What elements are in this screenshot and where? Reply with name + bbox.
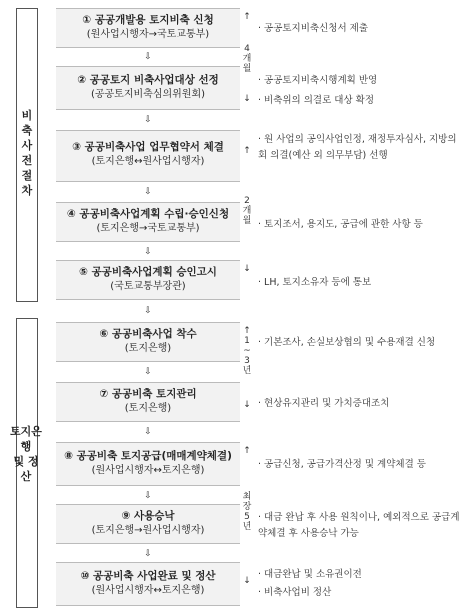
duration-char: 4 — [244, 44, 250, 54]
bullet-glyph: · — [258, 95, 262, 106]
duration-char: 월 — [242, 64, 252, 74]
step-2 — [56, 66, 240, 110]
note-step-7 — [258, 397, 463, 410]
note-text: 공급신청, 공급가격산정 및 계약체결 등 — [264, 459, 426, 470]
note-text: 대금 완납 후 사용 원칙이나, 예외적으로 공급계약체결 후 사용승낙 가능 — [258, 512, 460, 539]
step-7 — [56, 382, 240, 422]
bullet-glyph: · — [258, 23, 262, 34]
duration-char: ↑ — [243, 326, 251, 336]
step-actor: (토지은행→원사업시행자) — [91, 525, 205, 536]
step-title: ④ 공공비축사업계획 수립·승인신청 — [66, 208, 230, 220]
duration-char: 5 — [244, 512, 250, 522]
phase-char: 사 — [21, 139, 33, 152]
bullet-glyph: · — [258, 337, 262, 348]
flow-arrow: ⇩ — [144, 247, 152, 257]
bullet-glyph: · — [258, 219, 262, 230]
step-actor: (원사업시행자↔토지은행) — [91, 465, 205, 476]
duration-char: 1 — [244, 336, 250, 346]
step-title: ① 공공개발용 토지비축 신청 — [82, 14, 214, 26]
step-actor: (국토교통부장관) — [110, 281, 186, 292]
note-text: 대금완납 및 소유권이전 — [264, 569, 362, 580]
note-text: 원 사업의 공익사업인정, 재정투자심사, 지방의회 의결(예산 외 의무부담) 선행 — [258, 134, 457, 161]
note-text: 토지조서, 용지도, 공급에 관한 사항 등 — [264, 219, 423, 230]
step-actor: (토지은행→국토교통부) — [96, 223, 200, 234]
step-actor: (토지은행) — [124, 343, 172, 354]
flow-arrow: ⇩ — [144, 367, 152, 377]
step-actor: (공공토지비축심의위원회) — [90, 89, 206, 100]
flow-arrow: ⇩ — [144, 306, 152, 316]
note-text: LH, 토지소유자 등에 통보 — [264, 277, 372, 288]
bullet-glyph: · — [258, 587, 262, 598]
phase-char: 축 — [21, 124, 33, 137]
step-9 — [56, 504, 240, 544]
duration-char: ↓ — [243, 576, 251, 586]
step-title: ⑨ 사용승낙 — [121, 510, 175, 522]
phase-char: 차 — [21, 184, 33, 197]
bullet-glyph: · — [258, 569, 262, 580]
flow-arrow: ⇩ — [144, 187, 152, 197]
phase-label-execution — [6, 424, 46, 484]
phase-char: 비 — [21, 109, 33, 122]
bullet-glyph: · — [258, 459, 262, 470]
note-text: 비축위의 의결로 대상 확정 — [264, 95, 375, 106]
bullet-glyph: · — [258, 512, 262, 523]
duration-char: ↑ — [243, 446, 251, 456]
duration-char: 개 — [242, 54, 252, 64]
flow-arrow: ⇩ — [144, 52, 152, 62]
duration-char: 장 — [242, 502, 252, 512]
step-title: ⑩ 공공비축 사업완료 및 정산 — [80, 570, 216, 582]
duration-char: 최 — [242, 492, 252, 502]
duration-char: ↓ — [243, 94, 251, 104]
duration-1-3-years — [240, 326, 254, 410]
step-actor: (토지은행) — [124, 403, 172, 414]
flow-arrow: ⇩ — [144, 491, 152, 501]
step-actor: (원사업시행자→국토교통부) — [86, 29, 210, 40]
note-text: 공공토지비축시행계획 반영 — [264, 75, 378, 86]
duration-char: 개 — [242, 206, 252, 216]
step-5 — [56, 260, 240, 300]
duration-2-months — [240, 146, 254, 274]
flow-arrow: ⇩ — [144, 549, 152, 559]
note-text: 현상유지관리 및 가치증대조치 — [264, 398, 390, 409]
step-6 — [56, 322, 240, 362]
duration-char: 2 — [244, 196, 250, 206]
duration-max-5-years — [240, 446, 254, 586]
step-title: ⑧ 공공비축 토지공급(매매계약체결) — [64, 450, 232, 462]
note-step-10b — [258, 586, 463, 599]
note-step-4 — [258, 218, 463, 231]
note-text: 비축사업비 정산 — [264, 587, 332, 598]
note-step-2b — [258, 94, 463, 107]
flow-arrow: ⇩ — [144, 427, 152, 437]
duration-4-months — [240, 12, 254, 104]
note-text: 기본조사, 손실보상협의 및 수용재결 신청 — [264, 337, 436, 348]
phase-label-pre-procedure — [16, 108, 38, 198]
step-title: ⑦ 공공비축 토지관리 — [99, 388, 197, 400]
step-8 — [56, 442, 240, 486]
bullet-glyph: · — [258, 277, 262, 288]
step-10 — [56, 562, 240, 606]
duration-char: 년 — [242, 366, 252, 376]
note-step-2a — [258, 74, 463, 87]
bullet-glyph: · — [258, 398, 262, 409]
step-title: ⑥ 공공비축사업 착수 — [99, 328, 197, 340]
phase-line: 토지은 — [10, 425, 42, 438]
flow-arrow: ⇩ — [144, 115, 152, 125]
duration-char: 년 — [242, 522, 252, 532]
bullet-glyph: · — [258, 134, 262, 145]
step-actor: (토지은행↔원사업시행자) — [91, 156, 205, 167]
duration-char: ↑ — [243, 12, 251, 22]
note-step-6 — [258, 336, 463, 349]
step-title: ② 공공토지 비축사업대상 선정 — [77, 74, 219, 86]
step-title: ③ 공공비축사업 업무협약서 체결 — [72, 141, 224, 153]
step-1 — [56, 8, 240, 48]
bullet-glyph: · — [258, 75, 262, 86]
note-step-3 — [258, 132, 463, 164]
duration-char: 3 — [244, 356, 250, 366]
note-step-8 — [258, 458, 463, 471]
step-title: ⑤ 공공비축사업계획 승인고시 — [79, 266, 217, 278]
phase-line: 산 — [20, 470, 32, 483]
note-step-10a — [258, 568, 463, 581]
step-actor: (원사업시행자↔토지은행) — [91, 585, 205, 596]
step-3 — [56, 130, 240, 182]
note-text: 공공토지비축신청서 제출 — [264, 23, 368, 34]
duration-char: 월 — [242, 216, 252, 226]
duration-char: ↓ — [243, 264, 251, 274]
phase-char: 전 — [21, 154, 33, 167]
step-4 — [56, 202, 240, 242]
duration-char: ↓ — [243, 400, 251, 410]
phase-line: 행 — [20, 440, 32, 453]
duration-char: ↑ — [243, 146, 251, 156]
note-step-5 — [258, 276, 463, 289]
note-step-9 — [258, 510, 463, 542]
phase-line: 및 정 — [13, 455, 39, 468]
note-step-1 — [258, 22, 463, 35]
phase-char: 절 — [21, 169, 33, 182]
duration-char: ~ — [243, 346, 251, 356]
